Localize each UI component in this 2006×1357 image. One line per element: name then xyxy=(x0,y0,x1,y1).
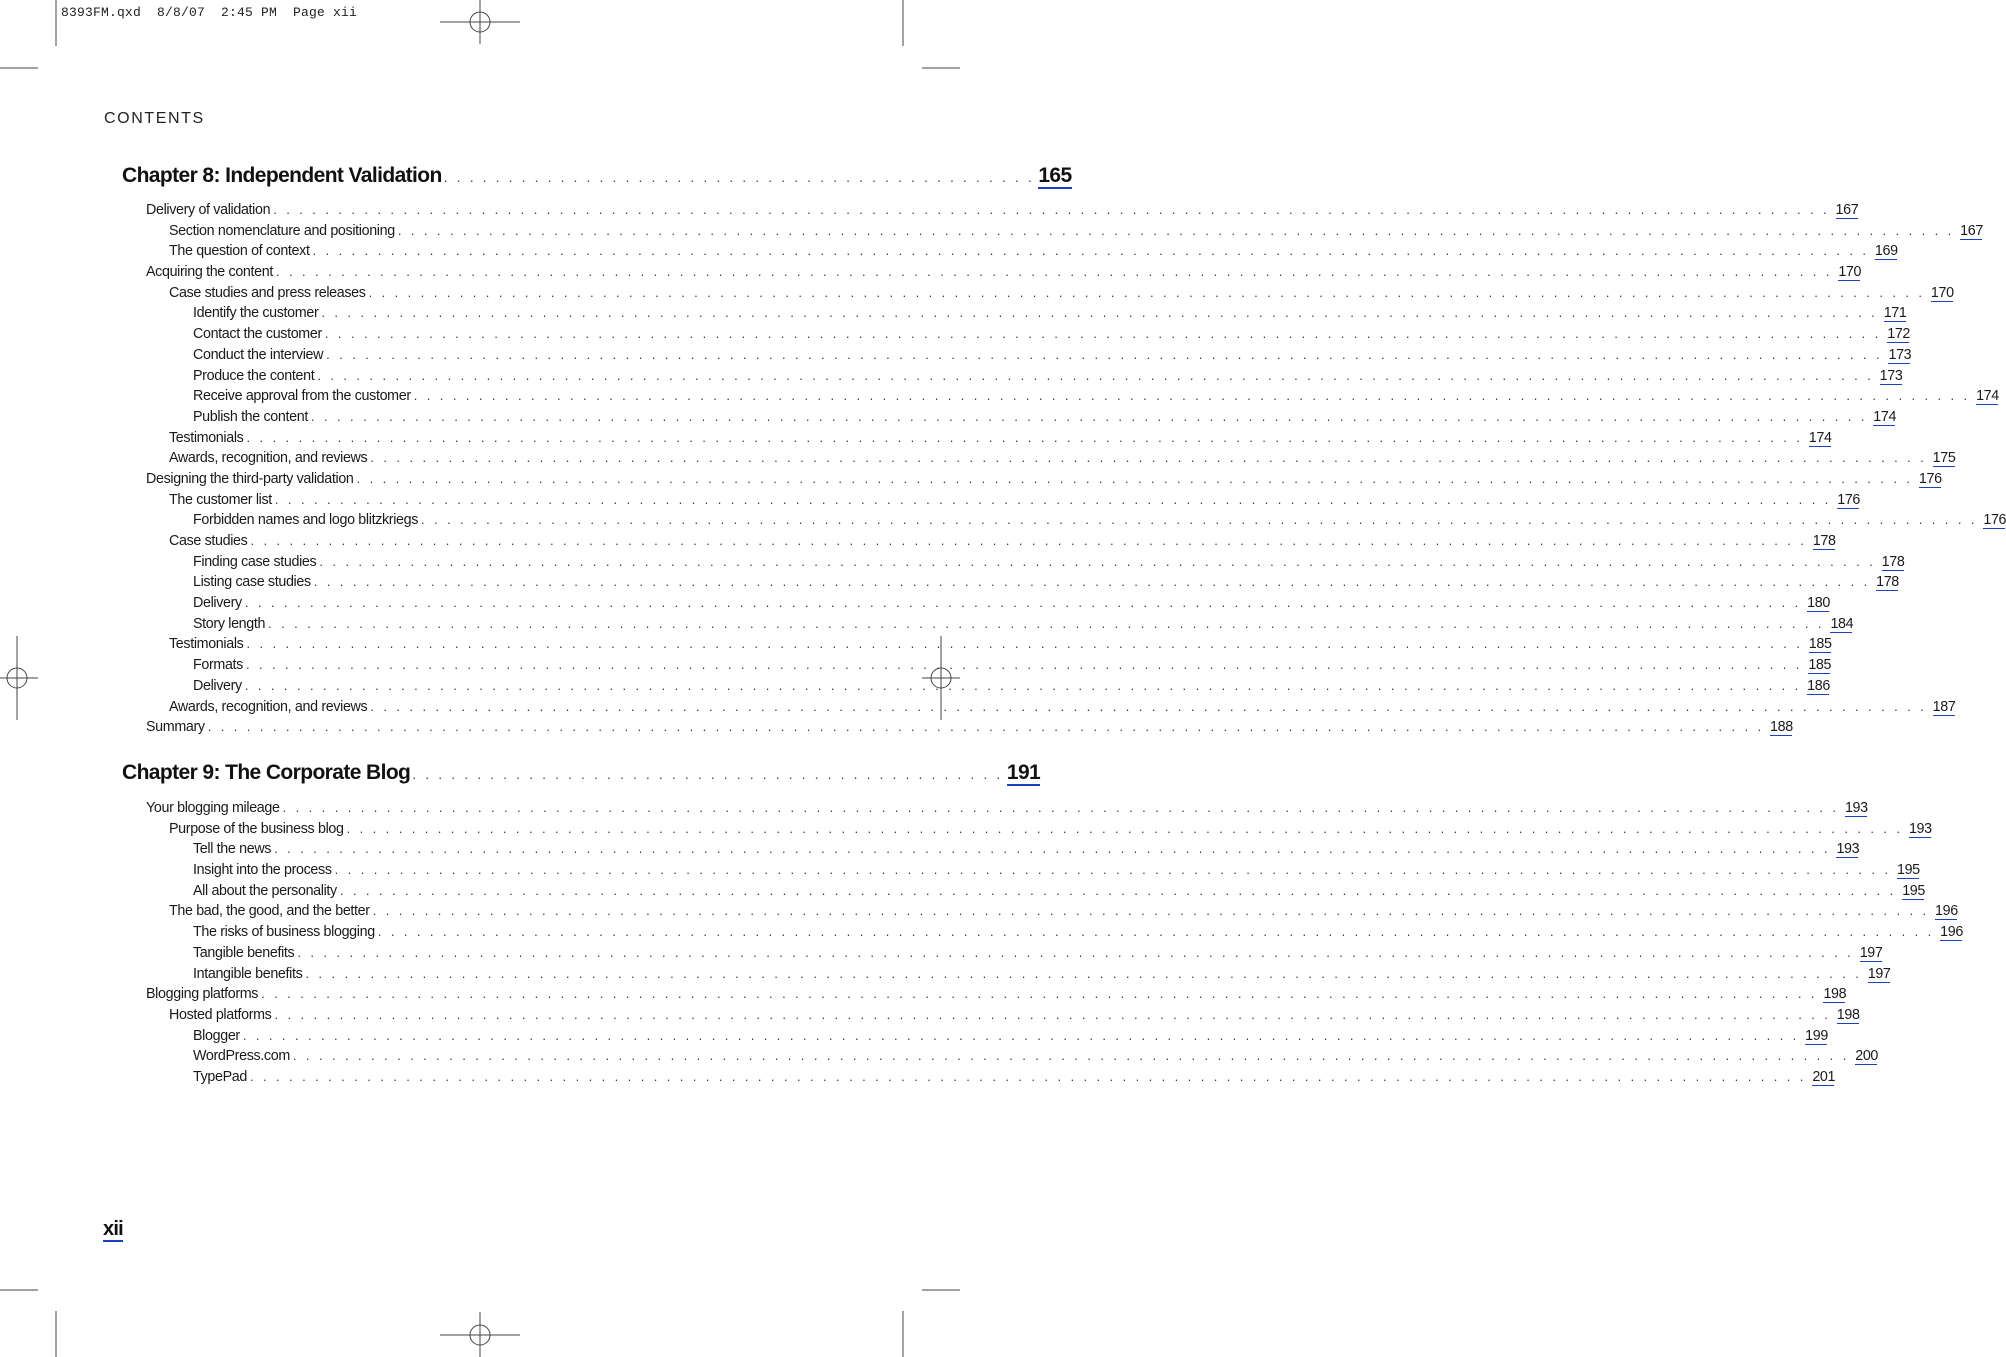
toc-entry[interactable] xyxy=(0,264,1862,285)
toc-list xyxy=(0,202,2006,740)
toc-entry-label: Finding case studies xyxy=(193,553,317,570)
dot-leader: . . . . . . . . . . . . . . . . . . . . . . . . . . . . . . . . . . . . . . . . . . . . . . . . . . . . . . . . . . . . . . . . . . . . . . . . . . . . . . . . . . . . . . . . . . . . . . . . . . . . . . . . . . . . . . . . . . . . . . . . xyxy=(250,533,1807,548)
toc-entry-label: Forbidden names and logo blitzkriegs xyxy=(193,512,419,529)
dot-leader: . . . . . . . . . . . . . . . . . . . . . . . . . . . . . . . . . . . . . . . . . . . . . . . . . . . . . . . . . . . . . . . . . . . . . . . . . . . . . . . . . . . . . . . . . . . . . . . . . . . . . . . . . . . . . . . . . . . . . . . . xyxy=(334,862,1891,878)
toc-entry-label: Case studies and press releases xyxy=(169,284,366,301)
dot-leader: . . . . . . . . . . . . . . . . . . . . . . . . . . . . . . . . . . . . . . . . . . . . . . . . . . . . . . . . . . . . . . . . . . . . . . . . . . . . . . . . . . . . . . . . . . . . . . . . . . . . . . . . . . . . . . . . . . . . . . . . xyxy=(275,264,1833,280)
toc-entry-label: Delivery xyxy=(193,677,242,694)
dot-leader: . . . . . . . . . . . . . . . . . . . . . . . . . . . . . . . . . . . . . . . . . . . . . . . . . . . . . . . . . . . . . . . . . . . . . . . . . . . . . . . . . . . . . . . . . . . . . . . . . . . . . . . . . . . . . . . . . . . . . . . . xyxy=(274,841,1831,857)
toc-entry-label: Insight into the process xyxy=(193,862,332,879)
dot-leader: . . . . . . . . . . . . . . . . . . . . . . . . . . . . . . . . . . . . . . . . . . . . . . . . . . . . . . . . . . . . . . . . . . . . . . . . . . . . . . . . . . . . . . . . . . . . . . . . . . . . . . . . . . . . . . . . . . . . . . . . xyxy=(244,595,1802,611)
toc-entry[interactable] xyxy=(0,636,1832,657)
toc-page-link[interactable]: 196 xyxy=(1935,903,1958,920)
toc-entry[interactable] xyxy=(0,800,1868,821)
dot-leader: . . . . . . . . . . . . . . . . . . . . . . . . . . . . . . . . . . . . . . . . . . . . . . . . . . . . . . . . . . . . . . . . . . . . . . . . . . . . . . . . . . . . . . . . . . . . . . . . . . . . . . . . . . . . . . . . . . . . . . . . xyxy=(274,491,1832,507)
dot-leader: . . . . . . . . . . . . . . . . . . . . . . . . . . . . . . . . . . . . . . . . . . . . . . . . . . . . . . . . . . . . . . . . . . . . . . . . . . . . . . . . . . . . . . . . . . . . . . . . . . . . . . . . . . . . . . . . . . . . . . . . xyxy=(346,820,1903,836)
toc-entry-label: Hosted platforms xyxy=(169,1006,272,1023)
toc-entry-label: Contact the customer xyxy=(193,326,322,343)
toc-page-link[interactable]: 184 xyxy=(1830,615,1854,632)
toc-page-link[interactable]: 174 xyxy=(1873,408,1897,425)
toc-entry[interactable] xyxy=(0,862,1920,883)
toc-page-link[interactable]: 195 xyxy=(1902,882,1925,899)
toc-entry[interactable] xyxy=(0,284,1954,306)
toc-entry-label: Story length xyxy=(193,615,266,632)
toc-entry-label: Delivery xyxy=(193,595,242,612)
dot-leader: . . . . . . . . . . . . . . . . . . . . . . . . . . . . . . . . . . . . . . . . . . . . . . . . . . . . . . . . . . . . . . . . . . . . . . . . . . . . . . . . . . . . . . . . . . . . . . . . . . . . . . . . . . . . . . . . . . . . . . . . xyxy=(313,574,1871,590)
toc-page-link[interactable]: 193 xyxy=(1908,820,1932,837)
toc-page-link[interactable]: 172 xyxy=(1887,326,1911,343)
toc-entry[interactable] xyxy=(0,1006,1860,1028)
toc-entry-label: Testimonials xyxy=(169,429,244,446)
toc-entry-label: Summary xyxy=(146,719,205,736)
dot-leader: . . . . . . . . . . . . . . . . . . . . . . . . . . . . . . . . . . . . . . . . . . . . . . . . . . . . . . . . . . . . . . . . . . . . . . . . . . . . . . . . . . . . . . . . . . . . . . . . . . . . . . . . . . . . . . . . . . . . . . . . xyxy=(370,698,1927,714)
toc-entry[interactable] xyxy=(0,243,1898,264)
toc-entry-label: Blogging platforms xyxy=(146,986,259,1003)
toc-page-link[interactable]: 193 xyxy=(1844,800,1868,816)
toc-entry[interactable] xyxy=(0,677,1830,699)
toc-entry[interactable] xyxy=(0,305,1907,326)
dot-leader: . . . . . . . . . . . . . . . . . . . . . . . . . . . . . . . . . . . . . . . . . . . . . . . . . . . . . . . . . . . . . . . . . . . . . . . . . . . . . . . . . . . . . . . . . . . . . . . . . . . . . . . . . . . . . . . . . . . . . . . . xyxy=(249,1068,1807,1084)
dot-leader: . . . . . . . . . . . . . . . . . . . . . . . . . . . . . . . . . . . . . . . . . . . . . . . . . . . . . . . . . . . . . . . . . . . . . . . . . . . . . . . . . . . . . . . . . . . . . . . . . . . . . . . . . . . . . . . . . . . . . . . . xyxy=(273,202,1830,217)
toc-entry-label: Identify the customer xyxy=(193,305,319,322)
toc-entry-label: TypePad xyxy=(193,1068,247,1085)
toc-page-link[interactable]: 178 xyxy=(1881,553,1905,570)
toc-page-link[interactable]: 200 xyxy=(1855,1048,1879,1065)
toc-page-link[interactable]: 196 xyxy=(1940,924,1963,941)
toc-entry-label: Purpose of the business blog xyxy=(169,820,344,837)
toc-entry-label: Delivery of validation xyxy=(146,202,271,218)
toc-list xyxy=(0,800,1963,1090)
toc-entry[interactable] xyxy=(0,326,1911,347)
toc-page-link[interactable]: 198 xyxy=(1836,1006,1860,1023)
toc-entry[interactable] xyxy=(0,1068,1836,1090)
dot-leader: . . . . . . . . . . . . . . . . . . . . . . . . . . . . . . . . . . . . . . . . . . . . . . xyxy=(443,169,1035,185)
toc-entry-label: The bad, the good, and the better xyxy=(169,903,370,920)
dot-leader: . . . . . . . . . . . . . . . . . . . . . . . . . . . . . . . . . . . . . . . . . . . . . . . . . . . . . . . . . . . . . . . . . . . . . . . . . . . . . . . . . . . . . . . . . . . . . . . . . . . . . . . . . . . . . . . . . . . . . . . . xyxy=(319,553,1876,569)
chapter-heading[interactable] xyxy=(122,761,1041,786)
registration-mark-bottom xyxy=(440,1312,520,1357)
toc-page-link[interactable]: 174 xyxy=(1808,429,1832,446)
toc-entry-label: WordPress.com xyxy=(193,1048,290,1065)
dot-leader: . . . . . . . . . . . . . . . . . . . . . . . . . . . . . . . . . . . . . . . . . . . . . . . . . . . . . . . . . . . . . . . . . . . . . . . . . . . . . . . . . . . . . . . . . . . . . . . . . . . . . . . . . . . . . . . . . . . . . . . . xyxy=(274,1006,1831,1022)
toc-entry-label: Designing the third-party validation xyxy=(146,470,354,487)
toc-page-link[interactable]: 169 xyxy=(1874,243,1898,260)
toc-entry[interactable] xyxy=(0,924,1963,945)
toc-entry-label: The risks of business blogging xyxy=(193,924,375,941)
toc-entry-label: All about the personality xyxy=(193,882,337,899)
toc-page-link[interactable]: 176 xyxy=(1983,512,2006,529)
toc-entry[interactable] xyxy=(0,408,1897,430)
chapter-title: Chapter 9: The Corporate Blog xyxy=(122,761,411,784)
toc-entry[interactable] xyxy=(0,657,1832,678)
toc-entry[interactable] xyxy=(0,388,1999,409)
dot-leader: . . . . . . . . . . . . . . . . . . . . . . . . . . . . . . . . . . . . . . . . . . . . . . . . . . . . . . . . . . . . . . . . . . . . . . . . . . . . . . . . . . . . . . . . . . . . . . . . . . . . . . . . . . . . . . . . . . . . . . . . xyxy=(246,429,1803,445)
toc-entry-label: The customer list xyxy=(169,491,272,508)
toc-entry-label: Tangible benefits xyxy=(193,944,295,961)
toc-entry[interactable] xyxy=(0,986,1847,1007)
dot-leader: . . . . . . . . . . . . . . . . . . . . . . . . . . . . . . . . . . . . . . . . . . . . . . . . . . . . . . . . . . . . . . . . . . . . . . . . . . . . . . . . . . . . . . . . . . . . . . . . . . . . . . . . . . . . . . . . . . . . . . . . xyxy=(246,636,1803,652)
toc-entry-label: Section nomenclature and positioning xyxy=(169,222,395,239)
toc-entry[interactable] xyxy=(0,903,1958,924)
toc-page-link[interactable]: 170 xyxy=(1838,264,1862,281)
toc-page-link[interactable]: 176 xyxy=(1918,470,1942,487)
toc-page-link[interactable]: 173 xyxy=(1888,346,1912,363)
toc-page-link[interactable]: 185 xyxy=(1808,636,1832,653)
toc-entry-label: Produce the content xyxy=(193,367,315,384)
toc-page-link[interactable]: 199 xyxy=(1805,1027,1828,1044)
toc-entry[interactable] xyxy=(0,429,1832,451)
dot-leader: . . . . . . . . . . . . . . . . . . . . . . . . . . . . . . . . . . . . . . . . . . . . . . . . . . . . . . . . . . . . . . . . . . . . . . . . . . . . . . . . . . . . . . . . . . . . . . . . . . . . . . . . . . . . . . . . . . . . . . . . xyxy=(377,924,1935,940)
dot-leader: . . . . . . . . . . . . . . . . . . . . . . . . . . . . . . . . . . . . . . . . . . . . . . . . . . . . . . . . . . . . . . . . . . . . . . . . . . . . . . . . . . . . . . . . . . . . . . . . . . . . . . . . . . . . . . . . . . . . . . . . xyxy=(305,965,1862,981)
running-header: CONTENTS xyxy=(104,110,205,127)
dot-leader: . . . . . . . . . . . . . . . . . . . . . . . . . . . . . . . . . . . . . . . . . . . . . . . . . . . . . . . . . . . . . . . . . . . . . . . . . . . . . . . . . . . . . . . . . . . . . . . . . . . . . . . . . . . . . . . . . . . . . . . . xyxy=(339,882,1897,898)
toc-entry[interactable] xyxy=(0,615,1854,637)
toc-entry[interactable] xyxy=(0,1048,1879,1069)
toc-entry[interactable] xyxy=(0,698,1956,720)
toc-entry-label: Acquiring the content xyxy=(146,264,273,281)
chapter-title: Chapter 8: Independent Validation xyxy=(122,164,442,187)
dot-leader: . . . . . . . . . . . . . . . . . . . . . . . . . . . . . . . . . . . . . . . . . . . . . . . . . . . . . . . . . . . . . . . . . . . . . . . . . . . . . . . . . . . . . . . . . . . . . . . . . . . . . . . . . . . . . . . . . . . . . . . . xyxy=(421,512,1978,528)
dot-leader: . . . . . . . . . . . . . . . . . . . . . . . . . . . . . . . . . . . . . . . . . . . . . . . . . . . . . . . . . . . . . . . . . . . . . . . . . . . . . . . . . . . . . . . . . . . . . . . . . . . . . . . . . . . . . . . . . . . . . . . . xyxy=(261,986,1818,1002)
toc-entry-label: Formats xyxy=(193,657,243,674)
toc-entry[interactable] xyxy=(0,841,1860,862)
toc-page-link[interactable]: 186 xyxy=(1807,677,1830,694)
toc-entry[interactable] xyxy=(0,491,1861,513)
toc-entry-label: Receive approval from the customer xyxy=(193,388,411,405)
chapter-page-link[interactable]: 165 xyxy=(1038,164,1072,187)
toc-page-link[interactable]: 188 xyxy=(1770,719,1793,736)
dot-leader: . . . . . . . . . . . . . . . . . . . . . . . . . . . . . . . . . . . . . . . . . . . . . . . . . . . . . . . . . . . . . . . . . . . . . . . . . . . . . . . . . . . . . . . . . . . . . . . . . . . . . . . . . . . . . . . . . . . . . . . . xyxy=(297,944,1854,960)
toc-page-link[interactable]: 167 xyxy=(1835,202,1859,218)
toc-entry-label: Tell the news xyxy=(193,841,272,858)
dot-leader: . . . . . . . . . . . . . . . . . . . . . . . . . . . . . . . . . . . . . . . . . . . . . . . . . . . . . . . . . . . . . . . . . . . . . . . . . . . . . . . . . . . . . . . . . . . . . . . . . . . . . . . . . . . . . . . . . . . . . . . . xyxy=(312,243,1869,259)
toc-entry-label: The question of context xyxy=(169,243,310,260)
page-folio: xii xyxy=(103,1218,123,1240)
toc-page-link[interactable]: 178 xyxy=(1812,533,1836,549)
toc-entry[interactable] xyxy=(0,1027,1828,1049)
toc-page-link[interactable]: 176 xyxy=(1837,491,1861,508)
toc-page-link[interactable]: 178 xyxy=(1876,574,1899,591)
toc-entry[interactable] xyxy=(0,450,1956,471)
toc-entry[interactable] xyxy=(0,965,1891,987)
toc-page-link[interactable]: 180 xyxy=(1807,595,1830,612)
dot-leader: . . . . . . . . . . . . . . . . . . . . . . . . . . . . . . . . . . . . . . . . . . . . . . . . . . . . . . . . . . . . . . . . . . . . . . . . . . . . . . . . . . . . . . . . . . . . . . . . . . . . . . . . . . . . . . . . . . . . . . . . xyxy=(207,719,1765,735)
dot-leader: . . . . . . . . . . . . . . . . . . . . . . . . . . . . . . . . . . . . . . . . . . . . . . . . . . . . . . . . . . . . . . . . . . . . . . . . . . . . . . . . . . . . . . . . . . . . . . . . . . . . . . . . . . . . . . . . . . . . . . . . xyxy=(292,1048,1850,1064)
toc-entry-label: Awards, recognition, and reviews xyxy=(169,450,368,467)
chapter-heading[interactable] xyxy=(122,164,1072,189)
toc-entry-label: Intangible benefits xyxy=(193,965,303,982)
toc-page-link[interactable]: 193 xyxy=(1836,841,1860,858)
dot-leader: . . . . . . . . . . . . . . . . . . . . . . . . . . . . . . . . . . . . . . . . . . . . . . . . . . . . . . . . . . . . . . . . . . . . . . . . . . . . . . . . . . . . . . . . . . . . . . . . . . . . . . . . . . . . . . . . . . . . . . . . xyxy=(356,470,1913,486)
toc-entry[interactable] xyxy=(0,533,1836,554)
dot-leader: . . . . . . . . . . . . . . . . . . . . . . . . . . . . . . . . . . . . . . . . . . . . . . . . . . . . . . . . . . . . . . . . . . . . . . . . . . . . . . . . . . . . . . . . . . . . . . . . . . . . . . . . . . . . . . . . . . . . . . . . xyxy=(368,284,1925,300)
dot-leader: . . . . . . . . . . . . . . . . . . . . . . . . . . . . . . . . . . . . . . . . . . . . . . . . . . . . . . . . . . . . . . . . . . . . . . . . . . . . . . . . . . . . . . . . . . . . . . . . . . . . . . . . . . . . . . . . . . . . . . . . xyxy=(372,903,1930,919)
dot-leader: . . . . . . . . . . . . . . . . . . . . . . . . . . . . . . . . . . . . . . . . . . . . . . . . . . . . . . . . . . . . . . . . . . . . . . . . . . . . . . . . . . . . . . . . . . . . . . . . . . . . . . . . . . . . . . . . . . . . . . . . xyxy=(397,222,1955,238)
dot-leader: . . . . . . . . . . . . . . . . . . . . . . . . . . . . . . . . . . . . . . . . . . . . . . . . . . . . . . . . . . . . . . . . . . . . . . . . . . . . . . . . . . . . . . . . . . . . . . . . . . . . . . . . . . . . . . . . . . . . . . . . xyxy=(413,388,1971,404)
toc-page-link[interactable]: 197 xyxy=(1867,965,1891,982)
registration-mark-top xyxy=(440,0,520,44)
toc-entry[interactable] xyxy=(0,512,2006,533)
toc-entry-label: Blogger xyxy=(193,1027,240,1044)
toc-page-link[interactable]: 198 xyxy=(1823,986,1847,1003)
toc-page-link[interactable]: 173 xyxy=(1879,367,1903,384)
toc-entry-label: Publish the content xyxy=(193,408,308,425)
dot-leader: . . . . . . . . . . . . . . . . . . . . . . . . . . . . . . . . . . . . . . . . . . . . . . . . . . . . . . . . . . . . . . . . . . . . . . . . . . . . . . . . . . . . . . . . . . . . . . . . . . . . . . . . . . . . . . . . . . . . . . . . xyxy=(245,657,1803,673)
toc-entry[interactable] xyxy=(0,719,1793,740)
dot-leader: . . . . . . . . . . . . . . . . . . . . . . . . . . . . . . . . . . . . . . . . . . . . . . . . . . . . . . . . . . . . . . . . . . . . . . . . . . . . . . . . . . . . . . . . . . . . . . . . . . . . . . . . . . . . . . . . . . . . . . . . xyxy=(324,326,1882,342)
chapter-page-link[interactable]: 191 xyxy=(1006,761,1041,784)
dot-leader: . . . . . . . . . . . . . . . . . . . . . . . . . . . . . . . . . . . . . . . . . . . . . . . . . . . . . . . . . . . . . . . . . . . . . . . . . . . . . . . . . . . . . . . . . . . . . . . . . . . . . . . . . . . . . . . . . . . . . . . . xyxy=(244,677,1802,693)
toc-entry[interactable] xyxy=(0,202,1859,223)
toc-entry[interactable] xyxy=(0,553,1905,575)
dot-leader: . . . . . . . . . . . . . . . . . . . . . . . . . . . . . . . . . . . . . . . . . . . . . . . . . . . . . . . . . . . . . . . . . . . . . . . . . . . . . . . . . . . . . . . . . . . . . . . . . . . . . . . . . . . . . . . . . . . . . . . . xyxy=(321,305,1878,321)
toc-entry[interactable] xyxy=(0,470,1942,492)
toc-page-link[interactable]: 170 xyxy=(1930,284,1954,301)
toc-page-link[interactable]: 197 xyxy=(1859,944,1883,961)
toc-entry-label: Listing case studies xyxy=(193,574,311,591)
toc-page-link[interactable]: 175 xyxy=(1932,450,1956,467)
toc-entry-label: Case studies xyxy=(169,533,248,549)
toc-entry-label: Testimonials xyxy=(169,636,244,653)
dot-leader: . . . . . . . . . . . . . . . . . . . . . . . . . . . . . . . . . . . . . . . . . . . . . . . . . . . . . . . . . . . . . . . . . . . . . . . . . . . . . . . . . . . . . . . . . . . . . . . . . . . . . . . . . . . . . . . . . . . . . . . . xyxy=(242,1027,1800,1043)
dot-leader: . . . . . . . . . . . . . . . . . . . . . . . . . . . . . . . . . . . . . . . . . . . . . . . . . . . . . . . . . . . . . . . . . . . . . . . . . . . . . . . . . . . . . . . . . . . . . . . . . . . . . . . . . . . . . . . . . . . . . . . . xyxy=(370,450,1927,466)
dot-leader: . . . . . . . . . . . . . . . . . . . . . . . . . . . . . . . . . . . . . . . . . . . . . . . . . . . . . . . . . . . . . . . . . . . . . . . . . . . . . . . . . . . . . . . . . . . . . . . . . . . . . . . . . . . . . . . . . . . . . . . . xyxy=(326,346,1883,362)
toc-entry[interactable] xyxy=(0,882,1925,904)
toc-entry[interactable] xyxy=(0,944,1883,966)
toc-page-link[interactable]: 167 xyxy=(1960,222,1983,239)
dot-leader: . . . . . . . . . . . . . . . . . . . . . . . . . . . . . . . . . . . . . . . . . . . . . . . . . . . . . . . . . . . . . . . . . . . . . . . . . . . . . . . . . . . . . . . . . . . . . . . . . . . . . . . . . . . . . . . . . . . . . . . . xyxy=(310,408,1868,424)
printer-slug: 8393FM.qxd 8/8/07 2:45 PM Page xii xyxy=(61,5,358,20)
dot-leader: . . . . . . . . . . . . . . . . . . . . . . . . . . . . . . . . . . . . . . . . . . . . . . . . . . . . . . . . . . . . . . . . . . . . . . . . . . . . . . . . . . . . . . . . . . . . . . . . . . . . . . . . . . . . . . . . . . . . . . . . xyxy=(268,615,1825,631)
toc-entry[interactable] xyxy=(0,820,1932,842)
toc-entry[interactable] xyxy=(0,367,1903,389)
toc-page-link[interactable]: 174 xyxy=(1976,388,1999,405)
dot-leader: . . . . . . . . . . . . . . . . . . . . . . . . . . . . . . . . . . . . . . . . . . . . . . . . . . . . . . . . . . . . . . . . . . . . . . . . . . . . . . . . . . . . . . . . . . . . . . . . . . . . . . . . . . . . . . . . . . . . . . . . xyxy=(282,800,1839,815)
toc-entry[interactable] xyxy=(0,222,1983,244)
toc-page-link[interactable]: 171 xyxy=(1883,305,1907,322)
toc-page-link[interactable]: 187 xyxy=(1932,698,1956,715)
toc-page-link[interactable]: 201 xyxy=(1812,1068,1836,1085)
toc-entry-label: Awards, recognition, and reviews xyxy=(169,698,368,715)
dot-leader: . . . . . . . . . . . . . . . . . . . . . . . . . . . . . . . . . . . . . . . . . . . . . . . . . . . . . . . . . . . . . . . . . . . . . . . . . . . . . . . . . . . . . . . . . . . . . . . . . . . . . . . . . . . . . . . . . . . . . . . . xyxy=(317,367,1874,383)
toc-entry[interactable] xyxy=(0,595,1830,616)
toc-page-link[interactable]: 195 xyxy=(1896,862,1920,879)
toc-page-link[interactable]: 185 xyxy=(1808,657,1832,674)
toc-entry-label: Conduct the interview xyxy=(193,346,324,363)
toc-entry[interactable] xyxy=(0,574,1899,595)
toc-entry-label: Your blogging mileage xyxy=(146,800,280,816)
toc-entry[interactable] xyxy=(0,346,1912,368)
dot-leader: . . . . . . . . . . . . . . . . . . . . . . . . . . . . . . . . . . . . . . . . . . . . . . xyxy=(412,766,1003,782)
